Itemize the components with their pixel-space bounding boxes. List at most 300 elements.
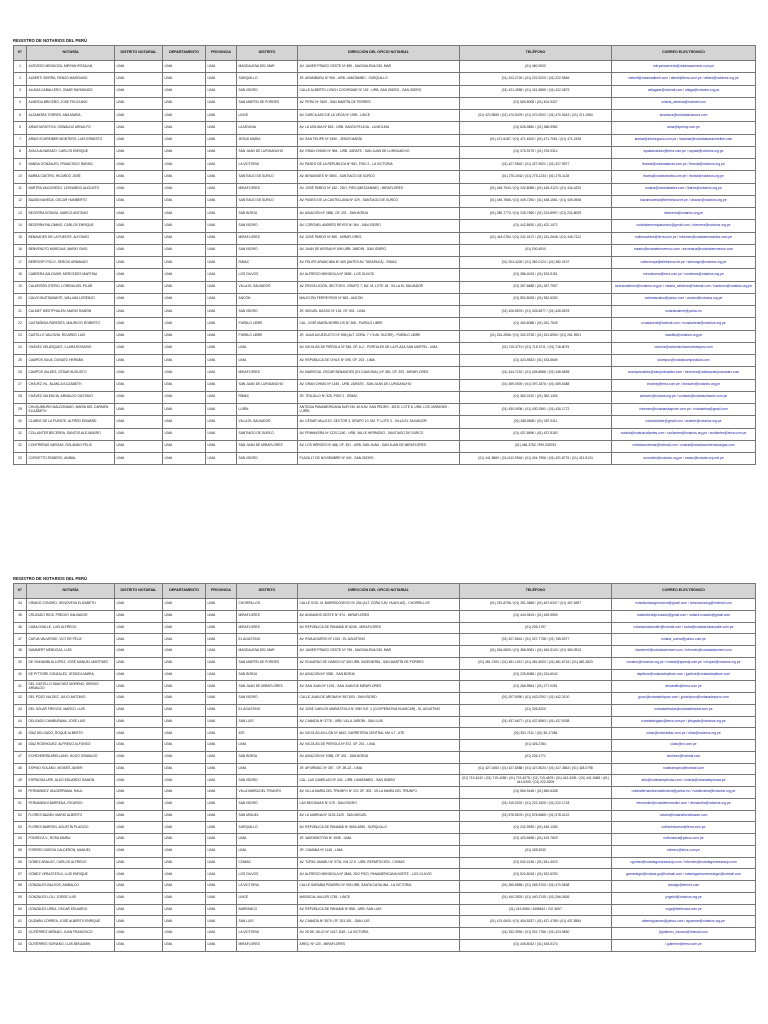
column-header: DISTRITO	[237, 584, 298, 599]
section-title: REGISTRO DE NOTARIOS DEL PERÚ	[13, 38, 88, 43]
number-cell: 16	[14, 244, 27, 256]
district-cell: SAN LUIS	[237, 716, 298, 728]
email-cell[interactable]: dcampos@notariacampossilva.com	[612, 355, 756, 367]
email-cell[interactable]: cgomez@notariagomezaraujo.com / informes@notariagomezaraujo.com	[612, 857, 756, 869]
email-cell[interactable]: achavez@notaria.org.pe / contacto@notariachaveiz.com.pe	[612, 391, 756, 403]
department-cell: LIMA	[163, 787, 206, 799]
phone-cell: (01) 460-6088 / (01) 261-7549	[460, 318, 612, 330]
notarial-district-cell: LIMA	[115, 822, 163, 834]
department-cell: LIMA	[163, 404, 206, 416]
phone-cell: (01) 719-4242 / (01) 719-4265 / (01) 719-4075 / (01) 719-4676 / (01) 442-3491 / (01) 441-9465 / (01) 441-6253 / (01) 222-5209	[460, 775, 612, 787]
email-cell[interactable]: vnotario@notarios.org.pe / notaria@speedy.com.pe / mlopez@notarios.org.pe	[612, 657, 756, 669]
province-cell: LIMA	[206, 869, 237, 881]
address-cell: CALLE ALBERTO LYNCH COCHRANE Nº 192 - URB. SAN ISIDRO - SAN ISIDRO	[298, 85, 460, 97]
notary-name-cell: DE VINHAMBLIA LOPEZ, JOSÉ MANUEL MARTINEZ	[27, 657, 115, 669]
notarial-district-cell: LIMA	[115, 646, 163, 658]
address-cell: MALECÓN FERREYROS Nº 583 - ANCÓN	[298, 293, 460, 305]
province-cell: LIMA	[206, 834, 237, 846]
email-cell[interactable]: notariacriadogenoveva@gmail.com / notariacriadog@hotmail.com	[612, 599, 756, 611]
email-cell[interactable]: jfgutierrez_minano@hotmail.com	[612, 928, 756, 940]
address-cell: PLAZA 17 DE NOVIEMBRE Nº 240 - SAN ISIDRO	[298, 453, 460, 465]
notary-name-cell: ACEVEDO MENDOZA, MIRYAN ROSALVA	[27, 61, 115, 73]
notarial-district-cell: LIMA	[115, 440, 163, 452]
address-cell: AV. GRAN CHIMÚ Nº 1445 - URB. ZARATE - SAN JUAN DE LURIGANCHO	[298, 379, 460, 391]
notary-name-cell: GUZMÁN CORREA, JOSÉ ALBERTO ENRIQUE	[27, 916, 115, 928]
email-cell[interactable]: ldammert@notariadammert.com / informes@notariadammert.com	[612, 646, 756, 658]
email-cell[interactable]: laarias@infonegocio.com.pe / luisarias@notariaariasschreiber.com	[612, 134, 756, 146]
notarial-district-cell: LIMA	[115, 634, 163, 646]
email-cell[interactable]: notariaclarke@gmail.com / aclarke@notarios.org.pe	[612, 416, 756, 428]
number-cell: 37	[14, 634, 27, 646]
notarial-district-cell: LIMA	[115, 892, 163, 904]
district-cell: COMAS	[237, 857, 298, 869]
email-cell[interactable]: notariadelsolar@notariadelsolar.com.pe	[612, 704, 756, 716]
notarial-district-cell: LIMA	[115, 939, 163, 951]
email-cell[interactable]: mercabrera@terra.com.pe / mcabrera@notarios.org.pe	[612, 269, 756, 281]
department-cell: LIMA	[163, 122, 206, 134]
email-cell[interactable]: necheve@hotmail.com	[612, 751, 756, 763]
notary-name-cell: FLORES BAZÁN, MARIO ALBERTO	[27, 810, 115, 822]
notary-name-cell: CHUQUIMURO MALDONADO, MARÍA DEL CARMEN ELIZABETH	[27, 404, 115, 416]
province-cell: LIMA	[206, 318, 237, 330]
table-row	[14, 716, 756, 728]
notary-name-cell: BECERRA SOSAYA, MARCO ANTONIO	[27, 208, 115, 220]
column-header: PROVINCIA	[206, 46, 237, 61]
email-cell[interactable]: lorenacalderon@notarios.org.pe / notaria_calderon@hotmail.com / lcalderon@notarios.org.pe	[612, 281, 756, 293]
email-cell[interactable]: ccamposvaldez@camposvaldez.com / informes@notariacamposvaldez.com	[612, 367, 756, 379]
number-cell: 21	[14, 306, 27, 318]
table-row	[14, 634, 756, 646]
table-row	[14, 939, 756, 951]
phone-cell: (01) 444-9613 / (01) 449-9593	[460, 610, 612, 622]
district-cell: LIMA	[237, 342, 298, 354]
address-cell: LAS BEGONIAS Nº 475 - SAN ISIDRO	[298, 798, 460, 810]
email-cell[interactable]: oaliagaar@hotmail.com / aliaga@notarios.org.pe	[612, 85, 756, 97]
phone-cell: (01) 287-6688 / (01) 287-7907	[460, 281, 612, 293]
phone-cell: (01) 207-9090 / (01) 442-0292 / (01) 442-3120	[460, 693, 612, 705]
table-row	[14, 232, 756, 244]
email-cell[interactable]: notariawcalvo@yahoo.com / wcalvo@notarios.org.pe	[612, 293, 756, 305]
address-cell: AV. LA MOLINA Nº 833 - URB. SANTA FELICIA - LA MOLINA	[298, 122, 460, 134]
phone-cell: (01) 426-2784	[460, 740, 612, 752]
department-cell: LIMA	[163, 171, 206, 183]
column-header: N°	[14, 584, 27, 599]
notary-name-cell: ALMEIDA BRICEÑO, JOSE FELICIANO	[27, 97, 115, 109]
phone-cell: (01) 444-0784 / (01) 241-0127 / (01) 241-2646 / (01) 446-7112	[460, 232, 612, 244]
phone-cell: (01) 428-9230	[460, 845, 612, 857]
number-cell: 39	[14, 657, 27, 669]
province-cell: LIMA	[206, 269, 237, 281]
table-row	[14, 704, 756, 716]
email-cell[interactable]: ralberti@notariaalberti.com / alberti@terra.com.pe / alberti@notarios.org.pe	[612, 73, 756, 85]
number-cell: 55	[14, 845, 27, 857]
email-cell[interactable]: notariafernandezvalderrama@yahoo.es / rvalderrama@notarios.org.pe	[612, 787, 756, 799]
email-cell[interactable]: ccorrea@notariaschavezvelasquez.com	[612, 342, 756, 354]
district-cell: MIRAFLORES	[237, 367, 298, 379]
email-cell[interactable]: informes@notariaelsaporte.com.pe / notariaelsa@gmail.com	[612, 404, 756, 416]
district-cell: RIMAC	[237, 257, 298, 269]
department-cell: LIMA	[163, 657, 206, 669]
phone-cell: (01) 242-9935 / (01) 445-1283	[460, 822, 612, 834]
email-cell[interactable]: ayalaalvarado@terra.com.pe / cayala@notarios.org.pe	[612, 146, 756, 158]
email-cell[interactable]: bazannaveda@telefonica.net.pe / obazan@notarios.org.pe	[612, 195, 756, 207]
phone-cell: (01) 423-9533 / (01) 433-5649	[460, 355, 612, 367]
province-cell: LIMA	[206, 391, 237, 403]
number-cell: 11	[14, 183, 27, 195]
province-cell: LIMA	[206, 232, 237, 244]
column-header: PROVINCIA	[206, 584, 237, 599]
address-cell: ANTIGUA PANAMERICANA SUR KM. 40.5 AV. SAN PEDRO - MZ.B, LOTE 8, URB. LOS JARDINES - LURÍN	[298, 404, 460, 416]
notary-name-cell: GUTIÉRREZ MIÑANO, JUAN FRANCISCO	[27, 928, 115, 940]
department-cell: LIMA	[163, 367, 206, 379]
notarial-district-cell: LIMA	[115, 716, 163, 728]
province-cell: LIMA	[206, 208, 237, 220]
phone-cell: (01) 327-5641 / (01) 327-7738 / (01) 765-5377	[460, 634, 612, 646]
email-cell[interactable]: notfonseca@yahoo.com.pe	[612, 834, 756, 846]
phone-cell: (01) 460-9000	[460, 61, 612, 73]
email-cell[interactable]: ncastillo@notarios.org.pe	[612, 330, 756, 342]
table-row	[14, 379, 756, 391]
province-cell: LIMA	[206, 904, 237, 916]
phone-cell: (01) 427-9642 / (01) 427-9921 / (01) 427-9977	[460, 159, 612, 171]
address-cell: AV. RIVA AGÜERO Nº 1010 - EL AGUSTINO	[298, 634, 460, 646]
email-cell[interactable]: mbecerra@notarios.org.pe	[612, 208, 756, 220]
province-cell: LIMA	[206, 306, 237, 318]
notary-name-cell: CALVO BUSTAMANTE, WILLIAM LORENZO	[27, 293, 115, 305]
table-row	[14, 342, 756, 354]
phone-cell: (01) 315-0202 / (01) 222-1525 / (01) 222-1718	[460, 798, 612, 810]
province-cell: LIMA	[206, 810, 237, 822]
notary-name-cell: BAZÁN NAVEDA, OSCAR HUMBERTO	[27, 195, 115, 207]
phone-cell: (01) 560-9148 / (01) 560-5268	[460, 787, 612, 799]
table-row	[14, 257, 756, 269]
number-cell: 5	[14, 110, 27, 122]
district-cell: SAN BORJA	[237, 751, 298, 763]
number-cell: 34	[14, 599, 27, 611]
email-cell[interactable]: delcastillo@terra.com.pe	[612, 681, 756, 693]
notary-name-cell: GONZALES BALDOS, ANIBALDO	[27, 881, 115, 893]
province-cell: LIMA	[206, 171, 237, 183]
department-cell: LIMA	[163, 146, 206, 158]
notary-name-cell: DAMMERT MENDOZA, LUIS	[27, 646, 115, 658]
table-row	[14, 892, 756, 904]
address-cell: AV. CANADÁ Nº 3778 - URB. VILLA JARDÍN - SAN LUIS	[298, 716, 460, 728]
district-cell: MIRAFLORES	[237, 610, 298, 622]
email-cell[interactable]: jpozo@notariadelpozo.com / jpodelpozo@notariadelpozo.com	[612, 693, 756, 705]
address-cell: AV. AVIACIÓN Nº 2085, OF. 301 - SAN BORJA	[298, 751, 460, 763]
address-cell: AV. JOSÉ PARDO Nº 890 - MIRAFLORES	[298, 232, 460, 244]
notarial-district-cell: LIMA	[115, 122, 163, 134]
email-cell[interactable]: notaria_cueva@yahoo.com.pe	[612, 634, 756, 646]
notary-name-cell: CHÁVEZ VALENCIA, ARNALDO GUSTAVO	[27, 391, 115, 403]
address-cell: AV. PASEO DE LA CASTELLANA Nº 329 - SANTIAGO DE SURCO	[298, 195, 460, 207]
phone-cell: (01) 280-7770 / (01) 226-7960 / (01) 224-8997 / (01) 224-8009	[460, 208, 612, 220]
number-cell: 51	[14, 798, 27, 810]
department-cell: LIMA	[163, 416, 206, 428]
email-cell[interactable]: gverastegui@notaria.gu@hotmail.com / notariagomezverastegui@hotmail.com	[612, 869, 756, 881]
table-row	[14, 183, 756, 195]
number-cell: 29	[14, 404, 27, 416]
address-cell: AV. NICOLÁS DE PIÉROLA Nº 872, OF. 201 - LIMA	[298, 740, 460, 752]
department-cell: LIMA	[163, 798, 206, 810]
province-cell: LIMA	[206, 634, 237, 646]
email-cell[interactable]: notariaciubaovalle@hotmail.com / lcuba@notariaciubaovalle.com.pe	[612, 622, 756, 634]
phone-cell: (01) 264-0809 / (01) 368-9081 / (01) 460-5140 / (01) 460-0913	[460, 646, 612, 658]
province-cell: LIMA	[206, 379, 237, 391]
notarial-district-cell: LIMA	[115, 775, 163, 787]
notarial-district-cell: LIMA	[115, 171, 163, 183]
district-cell: SAN ISIDRO	[237, 306, 298, 318]
department-cell: LIMA	[163, 61, 206, 73]
number-cell: 6	[14, 122, 27, 134]
number-cell: 14	[14, 220, 27, 232]
email-cell[interactable]: albertoguzman@yahoo.com / aguzman@notarios.org.pe	[612, 916, 756, 928]
email-cell[interactable]: notariafreddycruzado@gmail.com / notaria.cruzado@gmail.com	[612, 610, 756, 622]
address-cell: AV. GARCILASO DE LA VEGA Nº 1095 - LINCE	[298, 110, 460, 122]
province-cell: LIMA	[206, 892, 237, 904]
address-cell: JR. JUAN ACUEDUCTO Nº 608 (ALT. CDRA. 7 Y 8 AV. SUCRE) - PUEBLO LIBRE	[298, 330, 460, 342]
province-cell: LIMA	[206, 416, 237, 428]
phone-cell: (01) 241-9080 / 4456642 / 247-8007	[460, 904, 612, 916]
email-cell[interactable]: acorvetto@notarios.org.pe / anasn@notaria-cvp.net.pe	[612, 453, 756, 465]
notarial-district-cell: LIMA	[115, 244, 163, 256]
notarial-district-cell: LIMA	[115, 810, 163, 822]
notary-name-cell: CLARKE DE LA PUENTE, ALFRED EDWARD	[27, 416, 115, 428]
email-cell[interactable]: notaria@notariacollantes.com / scollantes@notarios.org.pe / scollantes@terra.com.pe	[612, 428, 756, 440]
notary-name-cell: CRIADO CONDRO, GENOVEVA ELIZABETH	[27, 599, 115, 611]
notaries-table	[13, 583, 756, 952]
address-cell: AV. GRAN CHIMÚ Nº 984 - URB. ZARATE - SAN JUAN DE LURIGANCHO	[298, 146, 460, 158]
number-cell: 17	[14, 257, 27, 269]
email-cell[interactable]: cuga@telefonica.com.pe	[612, 904, 756, 916]
notary-name-cell: CALDERÓN OTERO, LORENA DEL PILAR	[27, 281, 115, 293]
notary-name-cell: GÓMEZ ARAUJO, CARLOS ALFREDO	[27, 857, 115, 869]
email-cell[interactable]: arias@speedy.com.pe	[612, 122, 756, 134]
department-cell: LIMA	[163, 244, 206, 256]
notary-name-cell: BECERRA PALOMINO, CARLOS ENRIQUE	[27, 220, 115, 232]
number-cell: 2	[14, 73, 27, 85]
notary-name-cell: FERNÁNDEZ VALDERRAMA, RAUL	[27, 787, 115, 799]
number-cell: 56	[14, 857, 27, 869]
registry-section-2	[13, 575, 755, 952]
district-cell: SAN ISIDRO	[237, 85, 298, 97]
notarial-district-cell: LIMA	[115, 73, 163, 85]
number-cell: 38	[14, 646, 27, 658]
department-cell: LIMA	[163, 269, 206, 281]
notarial-district-cell: LIMA	[115, 61, 163, 73]
notary-name-cell: GUTIÉRREZ SORIANO, LUIS BENJAMIN	[27, 939, 115, 951]
email-cell[interactable]: notariaespino@hotmail.com	[612, 763, 756, 775]
number-cell: 47	[14, 751, 27, 763]
district-cell: SAN MARTÍN DE PORRES	[237, 657, 298, 669]
district-cell: LIMA	[237, 740, 298, 752]
email-cell[interactable]: ncastaneda@hotmail.com / mcastaneda@notarios.org.pe	[612, 318, 756, 330]
district-cell: SAN ISIDRO	[237, 798, 298, 810]
table-row	[14, 367, 756, 379]
table-row	[14, 171, 756, 183]
table-row	[14, 73, 756, 85]
email-cell[interactable]: mirryanacevedo@notariaacevedo.com.pe	[612, 61, 756, 73]
email-cell[interactable]: mforero@terra.com.pe	[612, 845, 756, 857]
notary-name-cell: CUBA OVALLE, LUIS ALFREDO	[27, 622, 115, 634]
notary-name-cell: CABRERA ZALDIVAR, MERCEDES MARTINA	[27, 269, 115, 281]
notarial-district-cell: LIMA	[115, 845, 163, 857]
district-cell: SAN ISIDRO	[237, 220, 298, 232]
notarial-district-cell: LIMA	[115, 916, 163, 928]
department-cell: LIMA	[163, 391, 206, 403]
province-cell: LIMA	[206, 195, 237, 207]
district-cell: LINCE	[237, 110, 298, 122]
notarial-district-cell: LIMA	[115, 904, 163, 916]
district-cell: LIMA	[237, 845, 298, 857]
email-cell[interactable]: aldo@notariaespinosa.com / notaria@notariaespinosa.pe	[612, 775, 756, 787]
notary-name-cell: FLORES BARRON, AGUSTÍN PLACIDO	[27, 822, 115, 834]
department-cell: LIMA	[163, 355, 206, 367]
address-cell: MARISCAL MILLER 1755 - LINCE	[298, 892, 460, 904]
notary-name-cell: ARIAS SCHREIBER MONTERO, LUIS ERNESTO	[27, 134, 115, 146]
notary-name-cell: GONZALES LOLI, JORGE LUIS	[27, 892, 115, 904]
email-cell[interactable]: notberrospi@telefonica.net.pe / sberrospi@notarios.org.pe	[612, 257, 756, 269]
email-cell[interactable]: notariabecerrapalomino@gmail.com / cbecerra@notarios.org.pe	[612, 220, 756, 232]
province-cell: LIMA	[206, 85, 237, 97]
number-cell: 35	[14, 610, 27, 622]
address-cell: AV. PASEO DE LA REPÚBLICA Nº 981, PISO 2 - LA VICTORIA	[298, 159, 460, 171]
email-cell[interactable]: depittore@notariadepittore.com / jpaitore@notariadepittore.com	[612, 669, 756, 681]
notarial-district-cell: LIMA	[115, 416, 163, 428]
number-cell: 1	[14, 61, 27, 73]
column-header: DISTRITO	[237, 46, 298, 61]
email-cell[interactable]: notariacontreras@hotmail.com / notaria@notariacontrerasvargas.com	[612, 440, 756, 452]
province-cell: LIMA	[206, 342, 237, 354]
district-cell: EL AGUSTINO	[237, 704, 298, 716]
number-cell: 40	[14, 669, 27, 681]
number-cell: 48	[14, 763, 27, 775]
number-cell: 33	[14, 453, 27, 465]
address-cell: AV. JOSÉ PARDO Nº 182 - 2DO. PISO (MEZZANINE) - MIRAFLORES	[298, 183, 460, 195]
phone-cell: (01) 474-0600 / (01) 454-5337 / (01) 437-4789 / (01) 437-5554	[460, 916, 612, 928]
email-cell[interactable]: alzamora@notariaalzamora.com	[612, 110, 756, 122]
notarial-district-cell: LIMA	[115, 857, 163, 869]
department-cell: LIMA	[163, 159, 206, 171]
email-cell[interactable]: notaria@notariabartra.com / lbartra@notarios.org.pe	[612, 183, 756, 195]
province-cell: LIMA	[206, 622, 237, 634]
table-row	[14, 293, 756, 305]
notarial-district-cell: LIMA	[115, 379, 163, 391]
email-cell[interactable]: cdias@rcl.com.pe	[612, 740, 756, 752]
email-cell[interactable]: chavezj@terra.com.pe / bchavez@notarios.org.pe	[612, 379, 756, 391]
table-row	[14, 599, 756, 611]
province-cell: LIMA	[206, 916, 237, 928]
notarial-district-cell: LIMA	[115, 232, 163, 244]
number-cell: 8	[14, 146, 27, 158]
number-cell: 50	[14, 787, 27, 799]
department-cell: LIMA	[163, 220, 206, 232]
email-cell[interactable]: jorgeloli@notarios.org.pe	[612, 892, 756, 904]
notarial-district-cell: LIMA	[115, 146, 163, 158]
phone-cell: (01) 552-8028 / (01) 552-5252	[460, 293, 612, 305]
number-cell: 57	[14, 869, 27, 881]
email-cell[interactable]: ndiaz@notariadiaz.com.pe / rdiaz@notarios.org.pe	[612, 728, 756, 740]
province-cell: LIMA	[206, 740, 237, 752]
notarial-district-cell: LIMA	[115, 367, 163, 379]
notarial-district-cell: LIMA	[115, 740, 163, 752]
notarial-district-cell: LIMA	[115, 293, 163, 305]
number-cell: 10	[14, 171, 27, 183]
province-cell: LIMA	[206, 704, 237, 716]
phone-cell: (01) 205-1797	[460, 622, 612, 634]
email-cell[interactable]: notfloresbarron@terra.com.pe	[612, 822, 756, 834]
notarial-district-cell: LIMA	[115, 159, 163, 171]
notarial-district-cell: LIMA	[115, 342, 163, 354]
phone-cell: (01) 261-2556 / (01) 332-9728 / (01) 261-8900 / (01) 261-9901	[460, 330, 612, 342]
notarial-district-cell: LIMA	[115, 220, 163, 232]
province-cell: LIMA	[206, 146, 237, 158]
district-cell: ATE	[237, 728, 298, 740]
department-cell: LIMA	[163, 428, 206, 440]
department-cell: LIMA	[163, 740, 206, 752]
number-cell: 15	[14, 232, 27, 244]
email-cell[interactable]: notariacalmet@yahoo.es	[612, 306, 756, 318]
phone-cell: (01) 440-2503 / (01) 440-3745 / (01) 266-0826	[460, 892, 612, 904]
department-cell: LIMA	[163, 306, 206, 318]
table-row	[14, 453, 756, 465]
phone-cell: (01) 578-5676 / (01) 578-5685 / (01) 578-0122	[460, 810, 612, 822]
department-cell: LIMA	[163, 845, 206, 857]
number-cell: 28	[14, 391, 27, 403]
address-cell: AV. REPÚBLICA DE CHILE Nº 295, OF. 203 - LIMA	[298, 355, 460, 367]
number-cell: 54	[14, 834, 27, 846]
email-cell[interactable]: rbarba@notariabarba.com.pe / rbarba@notarios.org.pe	[612, 171, 756, 183]
province-cell: LIMA	[206, 404, 237, 416]
table-row	[14, 834, 756, 846]
address-cell: AV. BENAVIDES Nº 3853 - SANTIAGO DE SURCO	[298, 171, 460, 183]
notarial-district-cell: LIMA	[115, 257, 163, 269]
notarial-district-cell: LIMA	[115, 281, 163, 293]
email-cell[interactable]: ncbalgo@terrmd.com	[612, 881, 756, 893]
number-cell: 30	[14, 416, 27, 428]
notarial-district-cell: LIMA	[115, 693, 163, 705]
email-cell[interactable]: notaria@notariafloresbazan.com	[612, 810, 756, 822]
email-cell[interactable]: fbanda@notariabanda.com.pe / fbanda@notarios.org.pe	[612, 159, 756, 171]
column-header: N°	[14, 46, 27, 61]
table-row	[14, 928, 756, 940]
email-cell[interactable]: l.gutierrez@terra.com.pe	[612, 939, 756, 951]
district-cell: EL AGUSTINO	[237, 634, 298, 646]
phone-cell: (01) 445-8042 / (01) 445-5174	[460, 939, 612, 951]
province-cell: LIMA	[206, 453, 237, 465]
email-cell[interactable]: rfernandini@notariafernandini.com / rfernandini@notarios.org.pe	[612, 798, 756, 810]
department-cell: LIMA	[163, 646, 206, 658]
email-cell[interactable]: notbenavides@terra.com.pe / informes@notariabenavides.com.pe	[612, 232, 756, 244]
department-cell: LIMA	[163, 857, 206, 869]
notarial-district-cell: LIMA	[115, 869, 163, 881]
department-cell: LIMA	[163, 73, 206, 85]
district-cell: LIMA	[237, 763, 298, 775]
phone-cell: (01) 481-7400 / (01) 481-1012 / (01) 481-5000 / (01) 481-5716 / (01) 482-2823	[460, 657, 612, 669]
address-cell: CALLE GOD. M. BARREDOVEGO Nº 254 (ALT. CDRA 3 AV. HUAYLAS) - CHORRILLOS	[298, 599, 460, 611]
table-row	[14, 610, 756, 622]
department-cell: LIMA	[163, 916, 206, 928]
district-cell: SAN JUAN DE MIRAFLORES	[237, 440, 298, 452]
notarial-district-cell: LIMA	[115, 834, 163, 846]
email-cell[interactable]: notaria_almeida@hotmail.com	[612, 97, 756, 109]
email-cell[interactable]: notario@notariabenvenuto.com / secretaria@notariabenvenuto.com	[612, 244, 756, 256]
phone-cell: (01) 423-5698 / (01) 423-7829	[460, 834, 612, 846]
notarial-district-cell: LIMA	[115, 763, 163, 775]
department-cell: LIMA	[163, 669, 206, 681]
email-cell[interactable]: notariadelgado@terra.com.pe / jdelgado@notarios.org.pe	[612, 716, 756, 728]
table-row	[14, 740, 756, 752]
